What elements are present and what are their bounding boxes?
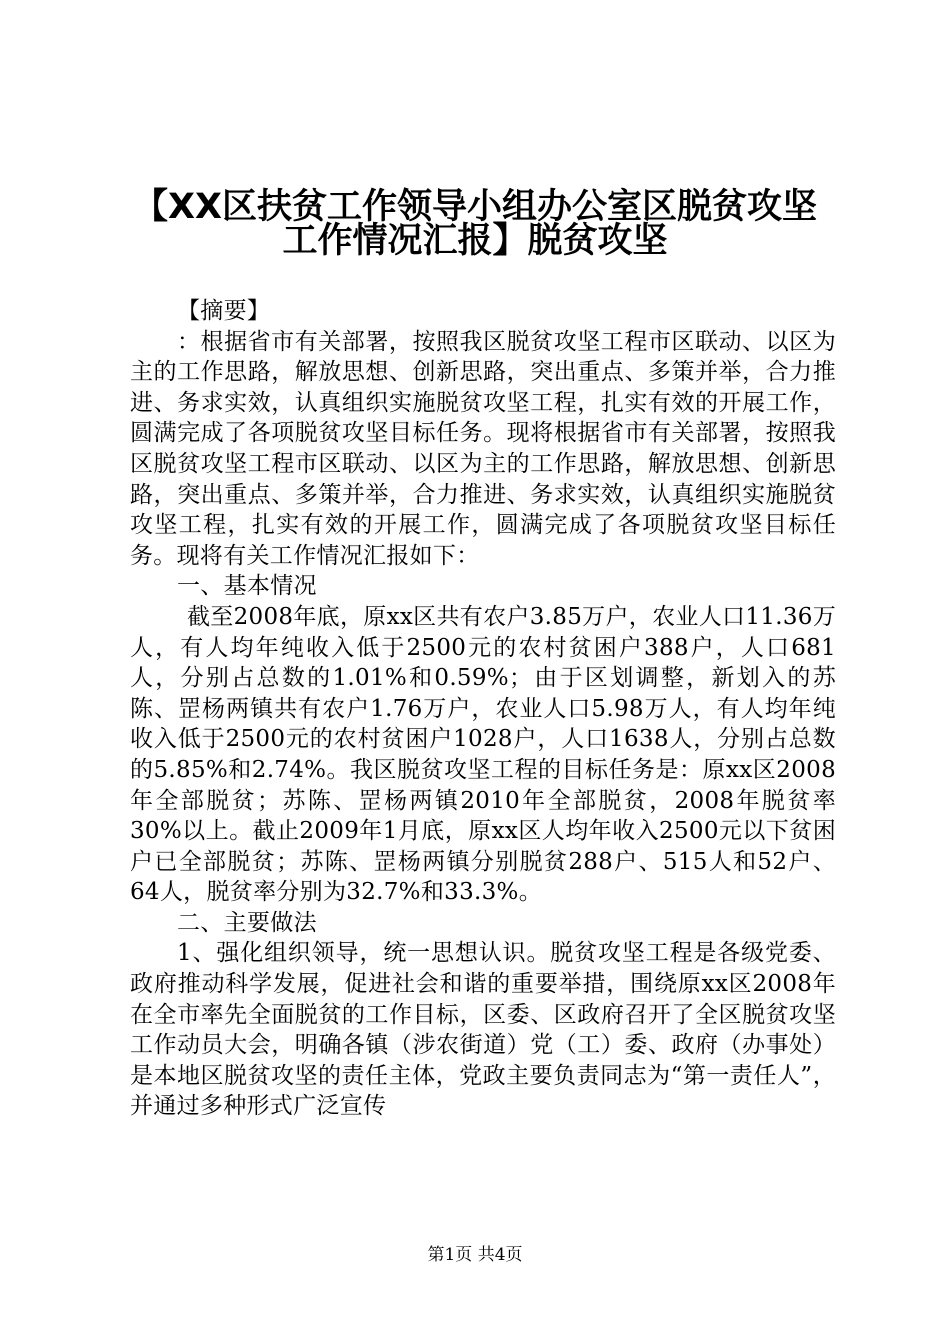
document-title-line-2: 工作情况汇报】脱贫攻坚 (282, 221, 668, 261)
document-title-line-1: 【XX区扶贫工作领导小组办公室区脱贫攻坚 (133, 187, 817, 227)
section-heading-basic: 一、基本情况 (177, 573, 317, 600)
section-heading-practices: 二、主要做法 (177, 909, 317, 936)
basic-situation-paragraph: 截至2008年底，原xx区共有农户3.85万户，农业人口11.36万人，有人均年纯收入低于2500元的农村贫困户388户，人口681人，分别占总数的1.01%和0.59%；由于区划调整，新划入的苏陈、罡杨两镇共有农户1.76万户，农业人口5.98万人，有人均年纯收入低于2500元的农村贫困户1028户，人口1638人，分别占总数的5.85%和2.74%。我区脱贫攻坚工程的目标任务是：原xx区2008年全部脱贫；苏陈、罡杨两镇2010年全部脱贫，2008年脱贫率30%以上。截止2009年1月底，原xx区人均年收入2500元以下贫困户已全部脱贫；苏陈、罡杨两镇分别脱贫288户、515人和52户、64人，脱贫率分别为32.7%和33.3%。 (130, 603, 836, 906)
page-footer: 第1页 共4页 (427, 1245, 523, 1265)
practice-paragraph-1: 1、强化组织领导，统一思想认识。脱贫攻坚工程是各级党委、政府推动科学发展，促进社会和谐的重要举措，围绕原xx区2008年在全市率先全面脱贫的工作目标，区委、区政府召开了全区脱贫攻坚工作动员大会，明确各镇（涉农街道）党（工）委、政府（办事处）是本地区脱贫攻坚的责任主体，党政主要负责同志为“第一责任人”，并通过多种形式广泛宣传 (130, 940, 836, 1120)
summary-paragraph: ：根据省市有关部署，按照我区脱贫攻坚工程市区联动、以区为主的工作思路，解放思想、创新思路，突出重点、多策并举，合力推进、务求实效，认真组织实施脱贫攻坚工程，扎实有效的开展工作，圆满完成了各项脱贫攻坚目标任务。现将根据省市有关部署，按照我区脱贫攻坚工程市区联动、以区为主的工作思路，解放思想、创新思路，突出重点、多策并举，合力推进、务求实效，认真组织实施脱贫攻坚工程，扎实有效的开展工作，圆满完成了各项脱贫攻坚目标任务。现将有关工作情况汇报如下： (130, 328, 836, 569)
summary-label: 【摘要】 (177, 298, 271, 324)
document-body (130, 296, 836, 1122)
